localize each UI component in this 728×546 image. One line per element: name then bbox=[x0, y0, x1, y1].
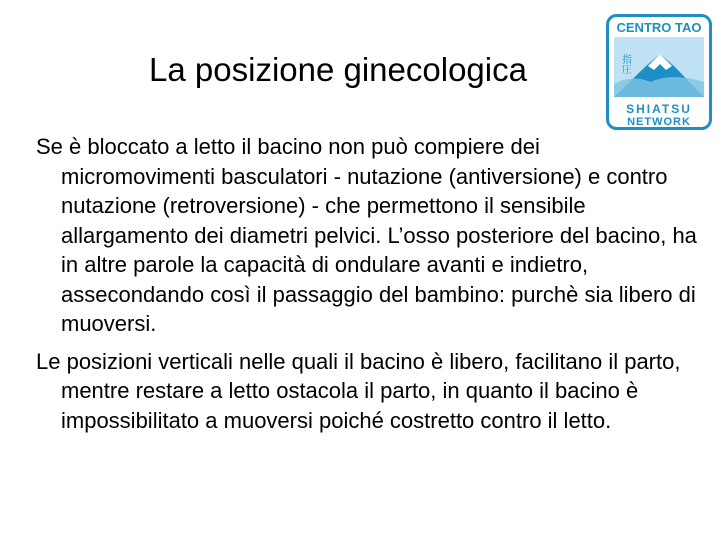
cloud-shape bbox=[614, 77, 704, 97]
logo-kanji: 指圧 bbox=[619, 54, 631, 74]
logo-top-text: CENTRO TAO bbox=[616, 20, 702, 35]
slide-body bbox=[36, 132, 698, 443]
paragraph-bacino-bloccato: Se è bloccato a letto il bacino non può compiere dei micromovimenti basculatori - nutazione (antiversione) e contro nutazione (retroversione) - che permettono il sensibile allargamento dei diametri pelvici. L’osso posteriore del bacino, ha in altre parole la capacità di ondulare avanti e indietro, assecondando così il passaggio del bambino: purchè sia libero di muoversi. bbox=[36, 134, 697, 336]
logo-line2: NETWORK bbox=[627, 116, 691, 128]
slide-title: La posizione ginecologica bbox=[149, 51, 527, 88]
centro-tao-shiatsu-logo bbox=[606, 14, 712, 130]
paragraph-posizioni-verticali: Le posizioni verticali nelle quali il bacino è libero, facilitano il parto, mentre restare a letto ostacola il parto, in quanto il bacino è impossibilitato a muoversi poiché costretto contro il letto. bbox=[36, 348, 681, 433]
logo-line1: SHIATSU bbox=[626, 102, 692, 116]
